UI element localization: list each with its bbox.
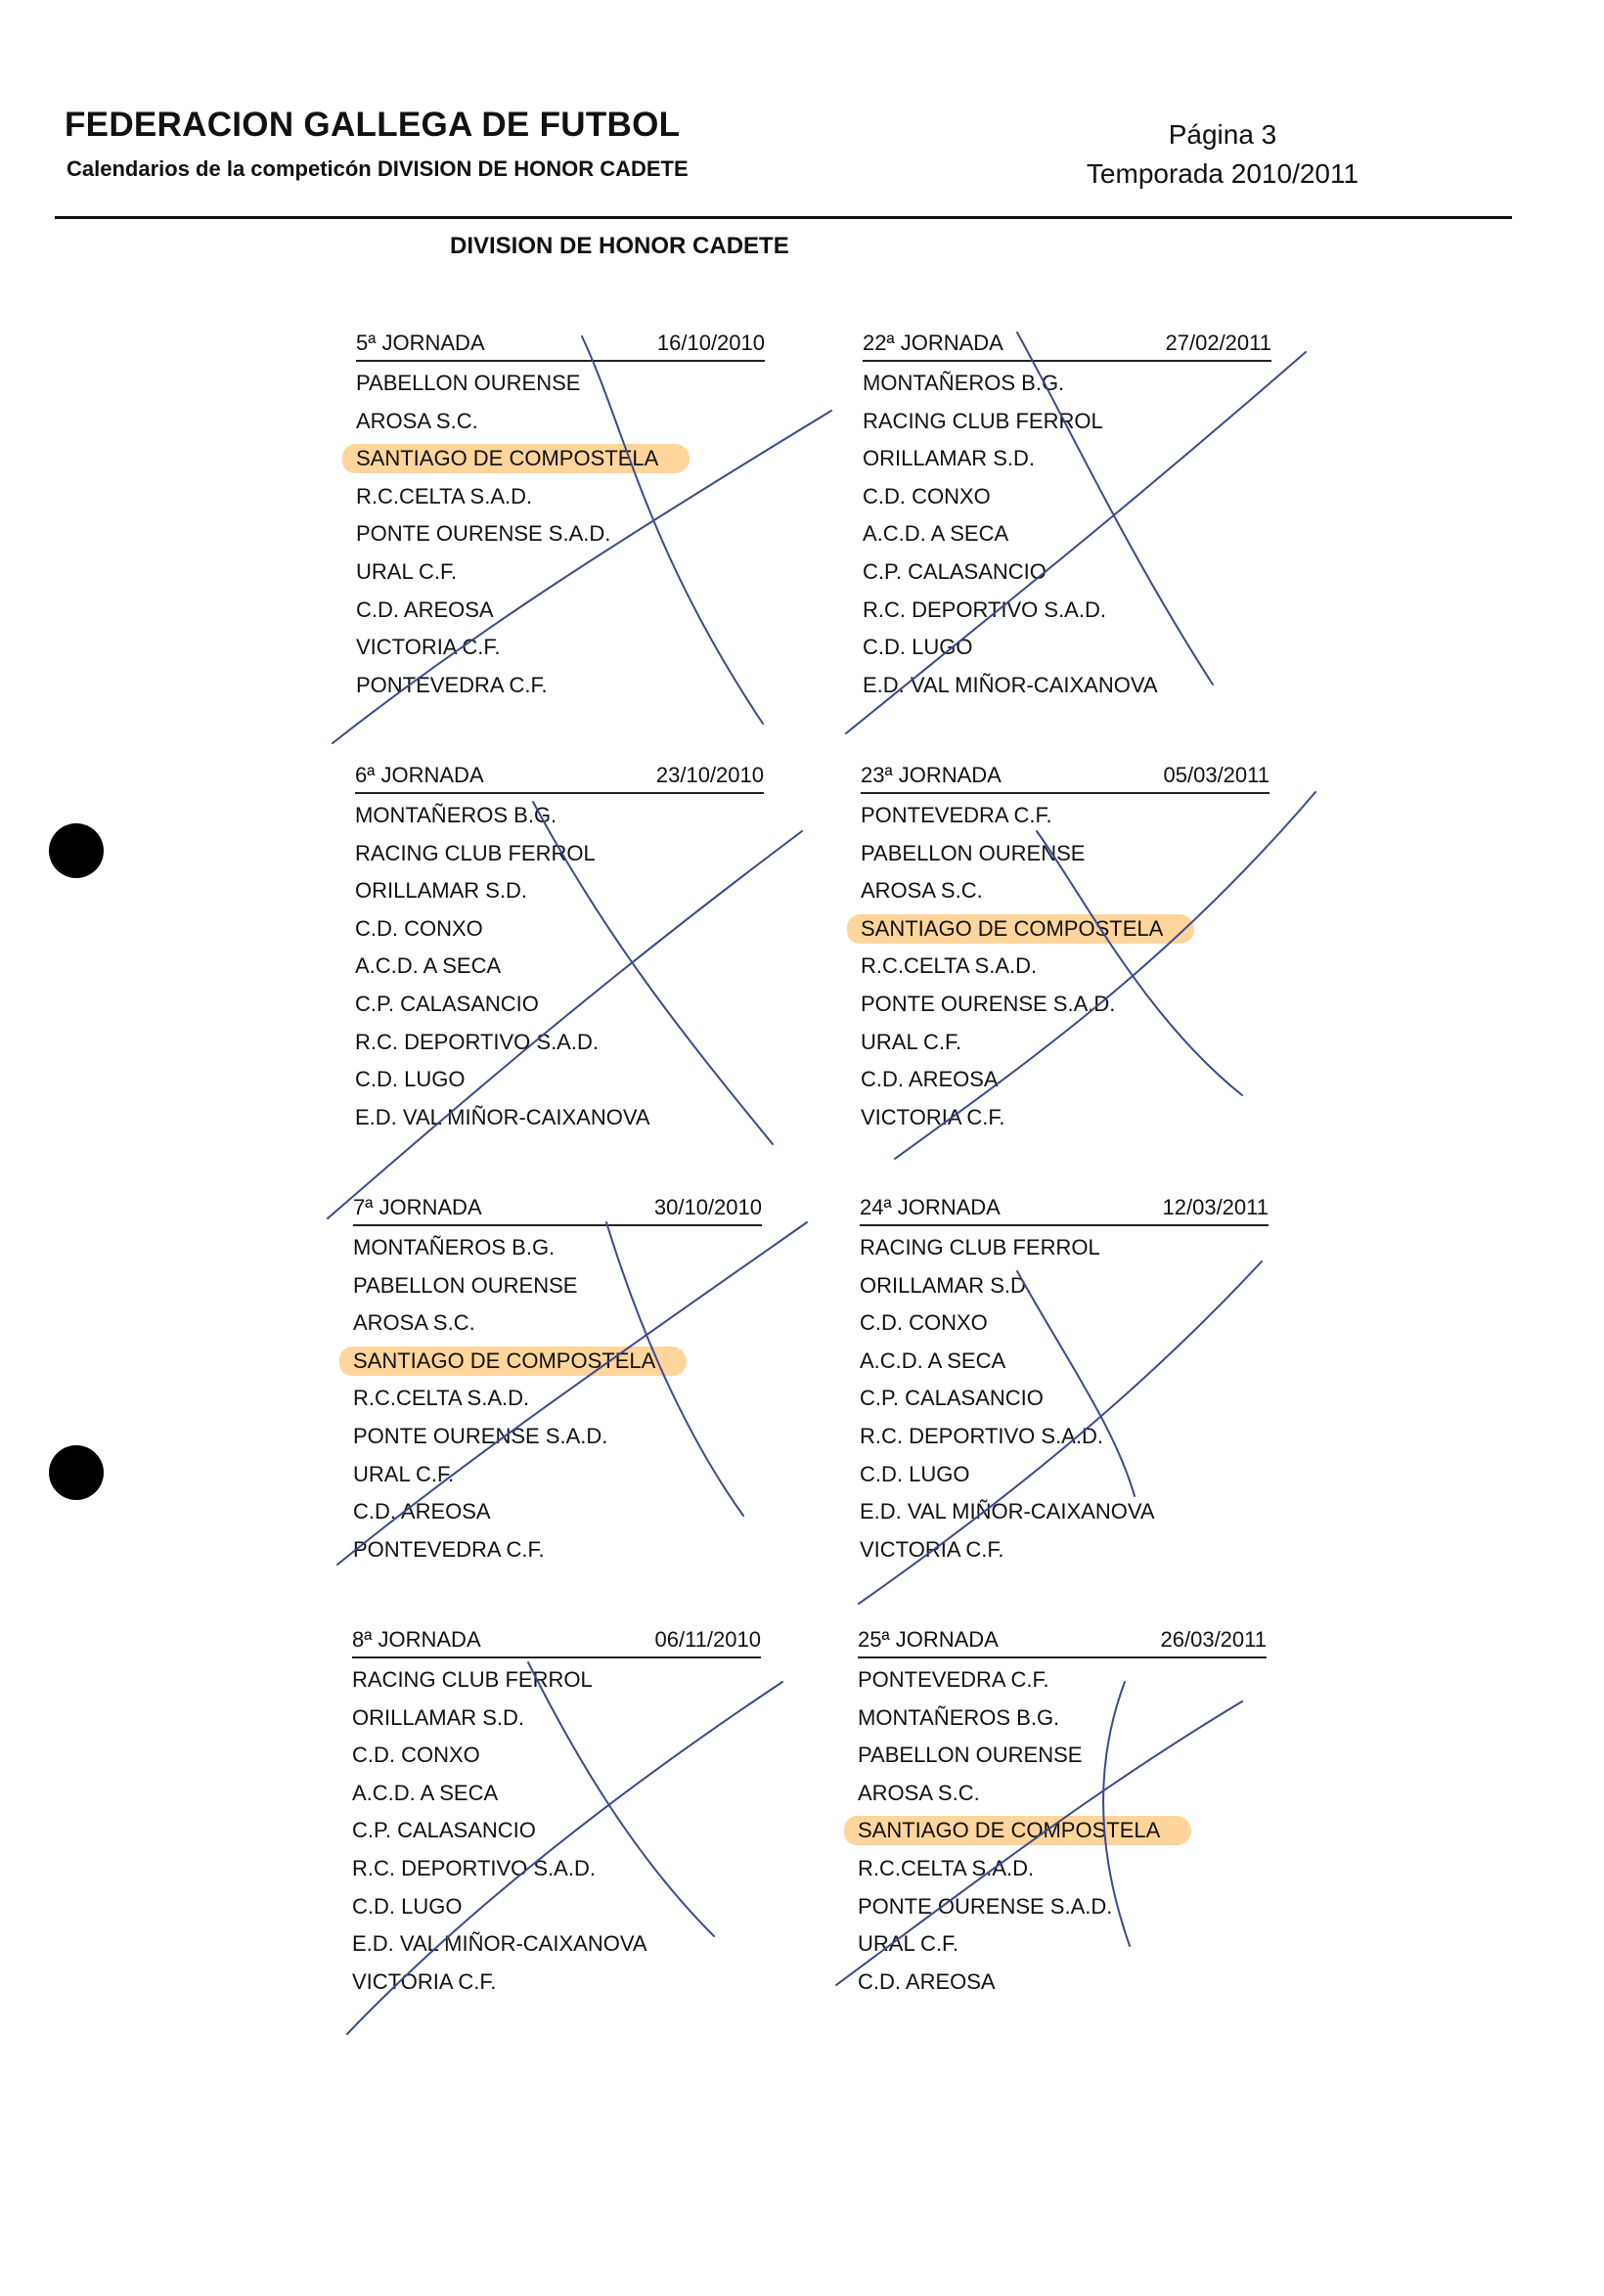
team-entry: URAL C.F. [353,1461,455,1486]
team-entry: ORILLAMAR S.D. [860,1272,1033,1298]
jornada-divider [861,792,1270,794]
team-entry: URAL C.F. [356,558,458,584]
team-entry: R.C. DEPORTIVO S.A.D. [352,1855,596,1880]
jornada-divider [353,1224,762,1226]
jornada-date: 16/10/2010 [656,331,765,355]
jornada-title: 7ª JORNADA [353,1195,482,1219]
team-entry: R.C.CELTA S.A.D. [858,1855,1035,1880]
team-entry: C.D. LUGO [863,635,973,660]
team-entry: PONTEVEDRA C.F. [861,803,1052,827]
jornada-title: 5ª JORNADA [356,331,485,355]
team-entry: PABELLON OURENSE [861,840,1086,865]
jornada-block [355,759,764,1136]
team-entry: C.P. CALASANCIO [863,558,1047,584]
team-entry: PONTEVEDRA C.F. [858,1667,1049,1692]
team-entry: AROSA S.C. [858,1780,980,1805]
team-entry: RACING CLUB FERROL [860,1235,1100,1259]
jornada-date: 30/10/2010 [653,1195,762,1219]
team-entry: C.D. LUGO [355,1067,466,1092]
jornada-divider [355,792,764,794]
jornada-block [860,1191,1269,1568]
team-entry: AROSA S.C. [356,408,478,433]
team-entry: R.C.CELTA S.A.D. [861,953,1038,979]
team-entry: RACING CLUB FERROL [355,840,596,865]
jornada-title: 25ª JORNADA [858,1627,999,1652]
team-entry: ORILLAMAR S.D. [355,878,528,904]
jornada-date: 06/11/2010 [654,1627,761,1652]
team-entry: C.D. AREOSA [356,596,494,622]
team-entry: PONTE OURENSE S.A.D. [861,991,1116,1016]
team-entry-highlighted: SANTIAGO DE COMPOSTELA [861,910,1270,949]
team-entry: PABELLON OURENSE [858,1743,1083,1768]
team-entry: R.C.CELTA S.A.D. [356,483,533,508]
federation-title: FEDERACION GALLEGA DE FUTBOL [65,106,681,144]
team-entry: URAL C.F. [861,1029,962,1054]
team-entry: PABELLON OURENSE [356,371,581,395]
team-entry: C.D. AREOSA [858,1968,996,1994]
team-entry: C.D. LUGO [352,1893,463,1919]
season-label: Temporada 2010/2011 [1086,158,1359,189]
punch-hole [49,823,104,878]
team-entry: MONTAÑEROS B.G. [858,1704,1060,1730]
jornada-block [863,327,1271,704]
page-number: Página 3 [1168,119,1277,150]
team-entry: VICTORIA C.F. [861,1104,1005,1129]
team-entry: A.C.D. A SECA [860,1347,1006,1373]
jornada-date: 26/03/2011 [1160,1627,1267,1652]
team-entry-highlighted: SANTIAGO DE COMPOSTELA [356,440,765,478]
team-entry: URAL C.F. [858,1931,959,1957]
team-entry: C.P. CALASANCIO [352,1818,536,1843]
calendar-subtitle: Calendarios de la competicón DIVISION DE HONOR CADETE [67,156,689,181]
team-entry: A.C.D. A SECA [863,521,1009,547]
team-entry: E.D. VAL MIÑOR-CAIXANOVA [863,672,1158,697]
jornada-title: 23ª JORNADA [861,763,1002,787]
jornada-block [356,327,765,704]
team-list [858,1661,1267,2001]
team-list [353,1229,762,1568]
jornada-title: 8ª JORNADA [352,1627,481,1652]
team-entry: VICTORIA C.F. [356,635,501,660]
jornada-block [861,759,1270,1136]
jornada-title: 22ª JORNADA [863,331,1003,355]
team-entry: R.C. DEPORTIVO S.A.D. [860,1423,1103,1448]
jornada-date: 05/03/2011 [1163,763,1270,787]
team-entry: PONTE OURENSE S.A.D. [356,521,611,547]
header-divider [55,216,1512,219]
team-entry: C.D. CONXO [863,483,991,508]
team-list [352,1661,761,2001]
team-entry: C.P. CALASANCIO [860,1386,1044,1411]
team-entry: C.D. AREOSA [861,1067,999,1092]
team-entry: PONTEVEDRA C.F. [353,1536,545,1562]
jornada-block [352,1623,761,2001]
team-entry: R.C. DEPORTIVO S.A.D. [863,596,1106,622]
jornada-title: 6ª JORNADA [355,763,484,787]
team-entry: C.D. CONXO [860,1310,988,1336]
team-entry: A.C.D. A SECA [355,953,502,979]
team-entry: C.D. CONXO [355,915,483,941]
jornada-block [858,1623,1267,2001]
jornada-divider [356,360,765,362]
team-entry: R.C.CELTA S.A.D. [353,1386,530,1411]
jornada-divider [860,1224,1269,1226]
team-entry: E.D. VAL MIÑOR-CAIXANOVA [352,1931,647,1957]
team-entry-highlighted: SANTIAGO DE COMPOSTELA [858,1812,1267,1850]
jornada-divider [858,1656,1267,1658]
team-entry: PONTEVEDRA C.F. [356,672,548,697]
team-entry: AROSA S.C. [353,1310,475,1336]
team-entry: C.P. CALASANCIO [355,991,539,1016]
team-entry-highlighted: SANTIAGO DE COMPOSTELA [353,1343,762,1381]
team-entry: VICTORIA C.F. [860,1536,1004,1562]
team-entry: ORILLAMAR S.D. [352,1704,525,1730]
team-entry: A.C.D. A SECA [352,1780,499,1805]
team-entry: AROSA S.C. [861,878,983,904]
jornada-divider [352,1656,761,1658]
team-entry: RACING CLUB FERROL [863,408,1103,433]
team-entry: MONTAÑEROS B.G. [863,371,1065,395]
team-list [356,365,765,704]
jornada-date: 23/10/2010 [655,763,764,787]
jornada-title: 24ª JORNADA [860,1195,1001,1219]
jornada-divider [863,360,1271,362]
team-entry: R.C. DEPORTIVO S.A.D. [355,1029,599,1054]
team-entry: PABELLON OURENSE [353,1272,578,1298]
team-entry: PONTE OURENSE S.A.D. [353,1423,608,1448]
team-entry: C.D. AREOSA [353,1499,491,1524]
team-entry: MONTAÑEROS B.G. [355,803,557,827]
team-list [861,797,1270,1136]
team-entry: RACING CLUB FERROL [352,1667,593,1692]
jornada-block [353,1191,762,1568]
team-list [863,365,1271,704]
team-entry: E.D. VAL MIÑOR-CAIXANOVA [355,1104,650,1129]
jornada-date: 12/03/2011 [1162,1195,1269,1219]
team-entry: MONTAÑEROS B.G. [353,1235,556,1259]
division-heading: DIVISION DE HONOR CADETE [450,233,789,259]
team-entry: PONTE OURENSE S.A.D. [858,1893,1113,1919]
team-entry: ORILLAMAR S.D. [863,446,1036,471]
team-entry: C.D. LUGO [860,1461,970,1486]
punch-hole [49,1445,104,1500]
jornada-date: 27/02/2011 [1165,331,1271,355]
team-entry: VICTORIA C.F. [352,1968,497,1994]
team-entry: C.D. CONXO [352,1743,480,1768]
team-list [860,1229,1269,1568]
team-entry: E.D. VAL MIÑOR-CAIXANOVA [860,1499,1155,1524]
team-list [355,797,764,1136]
